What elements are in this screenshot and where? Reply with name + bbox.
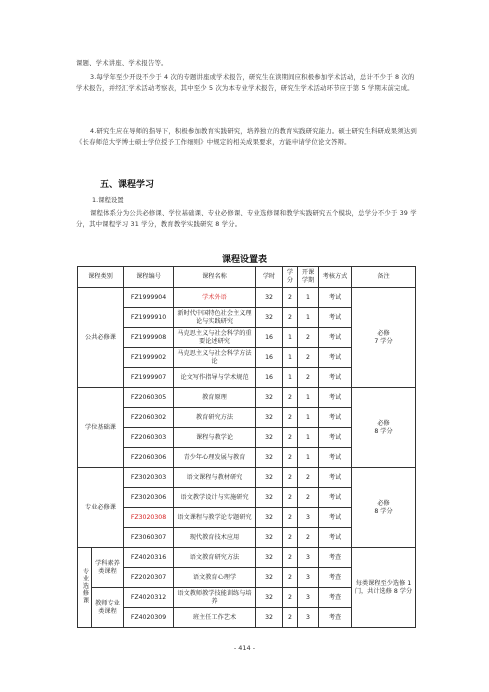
- cell-credits: 2: [283, 408, 298, 428]
- page-number: - 414 -: [233, 644, 256, 652]
- header-category: 课程类别: [78, 267, 124, 288]
- cell-semester: 3: [298, 608, 319, 628]
- cell-name: 马克思主义与社会科学的重要论述研究: [174, 328, 256, 348]
- cell-assessment: 考试: [319, 448, 352, 468]
- cell-credits: 2: [283, 488, 298, 508]
- cell-hours: 32: [256, 308, 283, 328]
- cell-assessment: 考查: [319, 548, 352, 568]
- cell-credits: 2: [283, 568, 298, 588]
- header-code: 课程编号: [124, 267, 174, 288]
- cell-credits: 2: [283, 508, 298, 528]
- cell-assessment: 考试: [319, 388, 352, 408]
- cell-assessment: 考查: [319, 608, 352, 628]
- table-header-row: [78, 267, 416, 288]
- cell-code: FZ3020306: [124, 488, 174, 508]
- cell-semester: 1: [298, 448, 319, 468]
- cell-assessment: 考试: [319, 368, 352, 388]
- cell-credits: 1: [283, 348, 298, 368]
- subcategory-cell: 教师专业类课程: [92, 588, 124, 628]
- cell-semester: 3: [298, 508, 319, 528]
- cell-semester: 2: [298, 488, 319, 508]
- section-heading: 五、课程学习: [100, 180, 155, 190]
- category-cell: 公共必修课: [78, 288, 124, 388]
- cell-code: FZ1999902: [124, 348, 174, 368]
- notes-cell: 必修 8 学分: [352, 468, 416, 548]
- cell-hours: 32: [256, 608, 283, 628]
- category-cell: 学位基础课: [78, 388, 124, 468]
- cell-hours: 32: [256, 548, 283, 568]
- cell-assessment: 考试: [319, 348, 352, 368]
- cell-name: 语文教学设计与实施研究: [174, 488, 256, 508]
- cell-name: 教育原理: [174, 388, 256, 408]
- cell-semester: 3: [298, 568, 319, 588]
- elective-notes-cell: 每类课程至少选修 1 门，共计选修 8 学分: [352, 548, 416, 628]
- cell-name: 教育研究方法: [174, 408, 256, 428]
- course-table: [77, 266, 416, 628]
- subheading: 1.课程设置: [92, 196, 124, 204]
- cell-code: FZ4020309: [124, 608, 174, 628]
- cell-credits: 1: [283, 368, 298, 388]
- cell-hours: 32: [256, 488, 283, 508]
- cell-assessment: 考查: [319, 588, 352, 608]
- cell-hours: 16: [256, 348, 283, 368]
- cell-assessment: 考试: [319, 468, 352, 488]
- header-semester: 开课学期: [298, 267, 319, 288]
- cell-assessment: 考试: [319, 408, 352, 428]
- cell-code: FZ1999908: [124, 328, 174, 348]
- cell-code: FZ4020316: [124, 548, 174, 568]
- cell-code: FZ1999910: [124, 308, 174, 328]
- cell-semester: 1: [298, 408, 319, 428]
- cell-name: 语文教育心理学: [174, 568, 256, 588]
- cell-credits: 2: [283, 588, 298, 608]
- cell-semester: 2: [298, 528, 319, 548]
- cell-code: FZ2060302: [124, 408, 174, 428]
- cell-credits: 2: [283, 288, 298, 308]
- cell-semester: 1: [298, 388, 319, 408]
- cell-hours: 32: [256, 428, 283, 448]
- paragraph-1: 课题、学术讲座、学术报告等。: [76, 59, 168, 67]
- cell-name: 语文教育研究方法: [174, 548, 256, 568]
- subcategory-cell: 学科素养类课程: [92, 548, 124, 588]
- cell-assessment: 考试: [319, 528, 352, 548]
- cell-credits: 2: [283, 548, 298, 568]
- cell-credits: 2: [283, 528, 298, 548]
- paragraph-3: 4.研究生应在导师的指导下，积极参加教育实践研究，培养独立的教育实践研究能力。硕士研究生科研成果须达到《长春师范大学博士硕士学位授予工作细则》中规定的相关成果要求，方能申请学位论文答辩。: [76, 127, 417, 147]
- table-title: 课程设置表: [221, 255, 267, 265]
- table-row: [78, 468, 416, 488]
- cell-credits: 2: [283, 608, 298, 628]
- cell-semester: 3: [298, 588, 319, 608]
- cell-assessment: 考试: [319, 308, 352, 328]
- header-credits: 学分: [283, 267, 298, 288]
- elective-category-cell: [78, 548, 92, 628]
- cell-hours: 32: [256, 508, 283, 528]
- cell-assessment: 考查: [319, 568, 352, 588]
- cell-credits: 2: [283, 308, 298, 328]
- cell-code: FZ3020303: [124, 468, 174, 488]
- cell-hours: 16: [256, 368, 283, 388]
- cell-code: FZ3020308: [124, 508, 174, 528]
- cell-hours: 16: [256, 328, 283, 348]
- cell-semester: 1: [298, 428, 319, 448]
- cell-name: 学术外语: [174, 288, 256, 308]
- cell-name: 语文课程与教学论专题研究: [174, 508, 256, 528]
- cell-credits: 1: [283, 328, 298, 348]
- cell-credits: 2: [283, 468, 298, 488]
- notes-cell: 必修 8 学分: [352, 388, 416, 468]
- table-row: [78, 388, 416, 408]
- cell-semester: 1: [298, 308, 319, 328]
- header-hours: 学时: [256, 267, 283, 288]
- cell-assessment: 考试: [319, 288, 352, 308]
- header-notes: 备注: [352, 267, 416, 288]
- elective-category-label: 专业选修课: [81, 568, 89, 604]
- cell-semester: 2: [298, 468, 319, 488]
- table-row: [78, 288, 416, 308]
- cell-name: 新时代中国特色社会主义理论与实践研究: [174, 308, 256, 328]
- cell-assessment: 考试: [319, 328, 352, 348]
- cell-hours: 32: [256, 388, 283, 408]
- cell-code: FZ2060306: [124, 448, 174, 468]
- cell-hours: 32: [256, 468, 283, 488]
- cell-name: 课程与教学论: [174, 428, 256, 448]
- cell-hours: 32: [256, 408, 283, 428]
- cell-code: FZ2020307: [124, 568, 174, 588]
- cell-code: FZ1999904: [124, 288, 174, 308]
- cell-name: 马克思主义与社会科学方法论: [174, 348, 256, 368]
- cell-code: FZ3060307: [124, 528, 174, 548]
- cell-name: 语文课程与教材研究: [174, 468, 256, 488]
- cell-semester: 2: [298, 328, 319, 348]
- cell-code: FZ2060305: [124, 388, 174, 408]
- cell-semester: 2: [298, 348, 319, 368]
- cell-hours: 32: [256, 288, 283, 308]
- cell-hours: 32: [256, 588, 283, 608]
- cell-name: 语文教师教学技能训练与培养: [174, 588, 256, 608]
- cell-assessment: 考试: [319, 488, 352, 508]
- header-name: 课程名称: [174, 267, 256, 288]
- table-row: [78, 548, 416, 568]
- cell-name: 现代教育技术应用: [174, 528, 256, 548]
- cell-code: FZ2060303: [124, 428, 174, 448]
- category-cell: 专业必修课: [78, 468, 124, 548]
- cell-code: FZ4020312: [124, 588, 174, 608]
- cell-credits: 2: [283, 388, 298, 408]
- cell-name: 班主任工作艺术: [174, 608, 256, 628]
- table-body: [78, 288, 416, 628]
- cell-assessment: 考试: [319, 428, 352, 448]
- cell-hours: 32: [256, 448, 283, 468]
- cell-credits: 2: [283, 428, 298, 448]
- cell-name: 论文写作指导与学术规范: [174, 368, 256, 388]
- notes-cell: 必修 7 学分: [352, 288, 416, 388]
- cell-hours: 32: [256, 568, 283, 588]
- cell-assessment: 考试: [319, 508, 352, 528]
- cell-code: FZ1999907: [124, 368, 174, 388]
- intro-paragraph: 课程体系分为公共必修课、学位基础课、专业必修课、专业选修课和教学实践研究五个模块，总学分不少于 39 学分，其中课程学习 31 学分，教育教学实践研究 8 学分。: [76, 209, 417, 229]
- cell-semester: 3: [298, 548, 319, 568]
- cell-hours: 32: [256, 528, 283, 548]
- paragraph-2: 3.每学年至少开设不少于 4 次的专题讲座或学术报告，研究生在读期间应积极参加学术活动，总计不少于 8 次的学术报告，并经汇学术活动考察表，其中至少 5 次为本专业学术报告，研究生学术活动环节应于第 5 学期末前完成。: [76, 73, 415, 93]
- cell-name: 青少年心理发展与教育: [174, 448, 256, 468]
- header-assessment: 考核方式: [319, 267, 352, 288]
- cell-semester: 1: [298, 288, 319, 308]
- cell-semester: 2: [298, 368, 319, 388]
- cell-credits: 2: [283, 448, 298, 468]
